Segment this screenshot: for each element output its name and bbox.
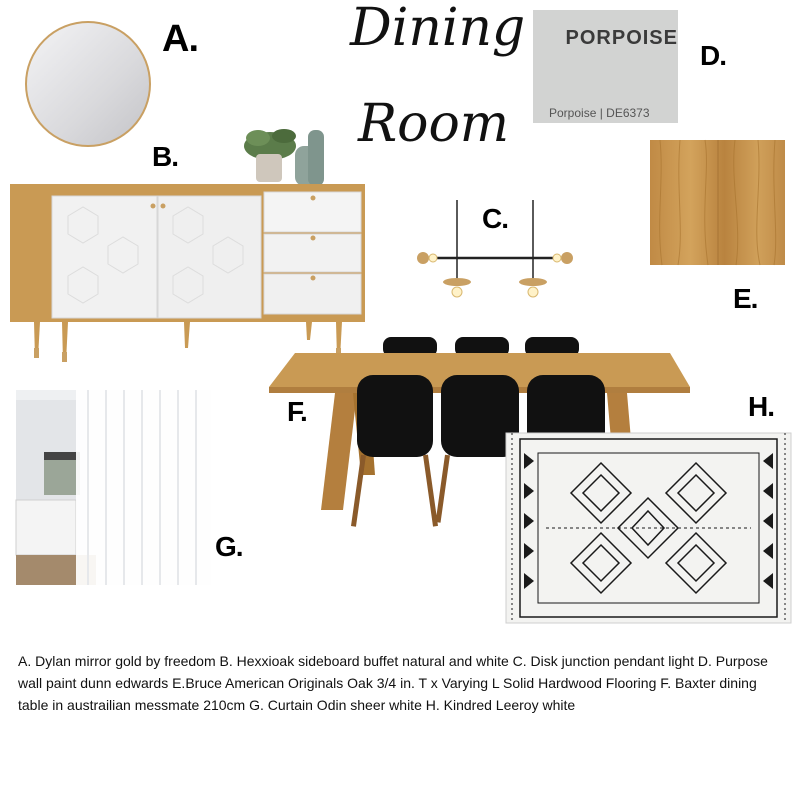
label-b: B. bbox=[152, 141, 178, 172]
paint-swatch bbox=[533, 10, 678, 123]
paint-swatch-code: Porpoise | DE6373 bbox=[549, 106, 650, 120]
board-title-line-2: Room bbox=[358, 94, 510, 154]
pendant-light-image bbox=[415, 200, 575, 305]
label-g: G. bbox=[215, 531, 243, 562]
patterned-rug-image bbox=[506, 433, 791, 623]
label-d: D. bbox=[700, 40, 726, 71]
label-e: E. bbox=[733, 283, 758, 314]
sheer-curtain-image bbox=[16, 390, 211, 585]
label-c: C. bbox=[482, 203, 508, 234]
label-f: F. bbox=[287, 396, 307, 427]
paint-swatch-name: PORPOISE bbox=[565, 27, 678, 49]
oak-flooring-sample bbox=[650, 140, 785, 265]
label-a: A. bbox=[162, 18, 198, 60]
label-h: H. bbox=[748, 391, 774, 422]
board-caption: A. Dylan mirror gold by freedom B. Hexxioak sideboard buffet natural and white C. Disk junction pendant light D. Purpose wall paint dunn edwards E.Bruce American Originals Oak 3/4 in. T x Varying L Solid Hardwood Flooring F. Baxter dining table in austrailian messmate 210cm G. Curtain Odin sheer white H. Kindred Leeroy white bbox=[18, 653, 768, 713]
board-title-line-1: Dining bbox=[350, 0, 526, 58]
